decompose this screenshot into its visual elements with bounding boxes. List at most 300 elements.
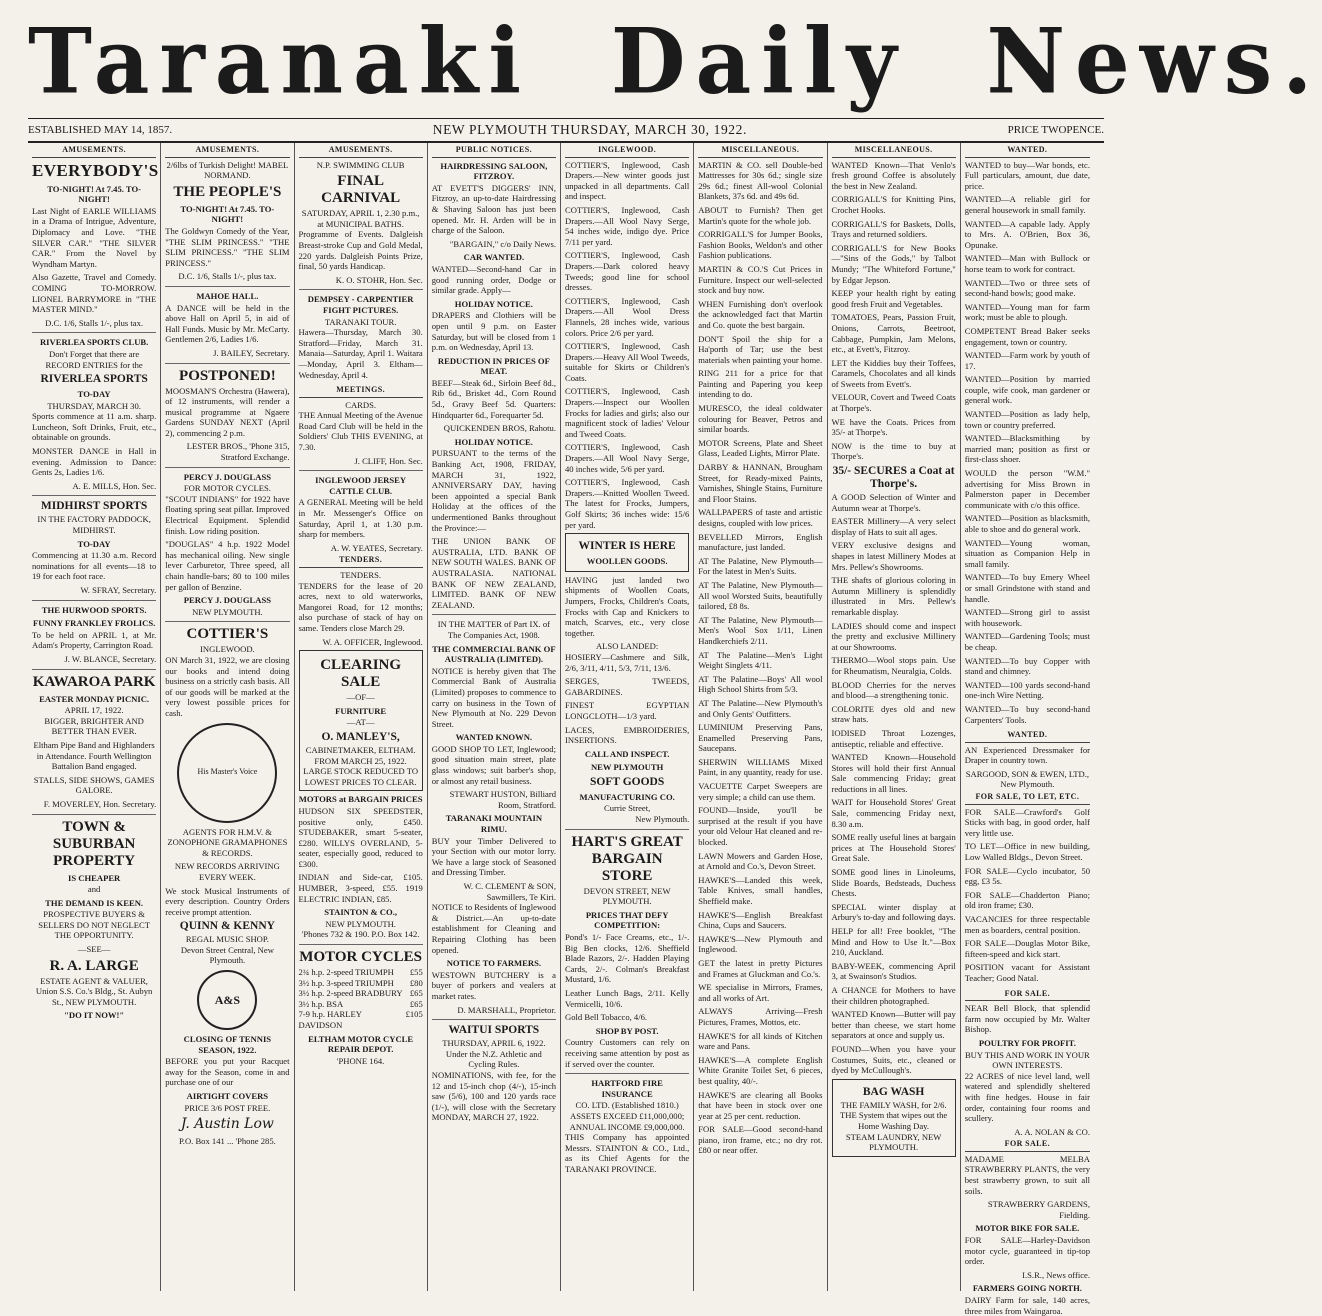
subhead: PERCY J. DOUGLASS	[183, 471, 272, 482]
ad-text: Under the N.Z. Athletic and Cycling Rules.	[445, 1048, 542, 1070]
masthead	[28, 6, 1322, 119]
divider	[165, 363, 289, 364]
signature-text: "BARGAIN," c/o Daily News.	[449, 238, 556, 249]
bag-wash-ad	[832, 1079, 956, 1157]
ad-text: FOR SALE—Cyclo incubator, 50 egg, £3 5s.	[964, 865, 1090, 887]
ad-text: Union S.S. Co.'s Bldg., St. Aubyn St., NEW PLYMOUTH.	[35, 986, 153, 1007]
ad-text: WANTED—100 yards second-hand one-inch Wire Netting.	[964, 679, 1090, 701]
winter-ad	[565, 533, 689, 572]
ad-text: The Goldwyn Comedy of the Year, "THE SLIM PRINCESS." "THE SLIM PRINCESS." "THE SLIM PRINCESS."	[165, 225, 290, 268]
ad-text: FOR SALE—Chadderton Piano; old iron frame; £30.	[964, 889, 1090, 911]
ad-text: 'Phones 732 & 190. P.O. Box 142.	[301, 929, 420, 940]
ad-text: "SCOUT INDIANS" for 1922 have floating spring seat pillar. Improved Electrical Equipment. Splendid finish. Low riding position.	[165, 493, 290, 536]
ad-text: ON March 31, 1922, we are closing our books and intend doing business on a strictly cash basis. All of our goods will be marked at the very lowest possible prices for cash.	[165, 654, 290, 718]
ad-text: Pond's 1/- Face Creams, etc., 1/-. Big Ben clocks, 12/6. Sheffield Blade Razors, 2/-. Hadden Playing Cards, 2/-. Colman's Breakfast Mustard, 1/6.	[565, 932, 690, 985]
list-item: 3½ h.p. 3-speed TRIUMPH £80	[298, 977, 423, 988]
divider	[432, 614, 556, 615]
ad-text: BUY your Timber Delivered to your Section with our motor lorry. We have a large stock of Seasoned and Dressing Timber.	[431, 835, 556, 878]
signature-text: W. SFRAY, Secretary.	[80, 585, 157, 595]
ad-text: HAWKE'S—A complete English White Granite Toilet Set, 6 pieces, best quality, 40/-.	[698, 1054, 823, 1086]
divider	[165, 467, 289, 468]
divider	[165, 621, 289, 622]
ad-text: POSITION vacant for Assistant Teacher; Good Natal.	[964, 962, 1090, 983]
ad-text: WANTED—Young woman, situation as Companion Help in small family.	[964, 537, 1090, 569]
ad-text: —SEE—	[77, 944, 111, 955]
ad-text: THE FAMILY WASH, for 2/6.	[840, 1099, 947, 1110]
section-heading: FOR SALE, TO LET, ETC.	[965, 790, 1090, 805]
ad-text: COTTIER'S, Inglewood, Cash Drapers.—Heavy All Wool Tweeds, suitable for Skirts or Children's Coats.	[565, 341, 690, 383]
subhead: TO-NIGHT! At 7.45. TO-NIGHT!	[47, 183, 142, 205]
ad-text: FROM MARCH 25, 1922.	[314, 755, 407, 766]
ad-text: CABINETMAKER, ELTHAM.	[305, 744, 416, 755]
divider	[32, 495, 156, 496]
subhead: CALL AND INSPECT.	[584, 748, 670, 759]
subhead: NEW PLYMOUTH	[590, 762, 664, 773]
signature-text: LESTER BROS., 'Phone 315, Stratford Exchange.	[186, 441, 290, 463]
ad-text: FOR SALE—Harley-Davidson motor cycle, guaranteed in tip-top order.	[964, 1235, 1090, 1267]
ad-text: AT The Palatine—Boys' All wool High School Shirts from 5/3.	[698, 673, 823, 695]
subhead: WANTED KNOWN.	[455, 732, 533, 743]
ad-text: D.C. 1/6, Stalls 1/-, plus tax.	[45, 317, 144, 328]
subhead: FURNITURE	[335, 705, 387, 716]
subhead: POULTRY FOR PROFIT.	[978, 1037, 1076, 1048]
ad-text: FOUND—When you have your Costumes, Suits, etc., cleaned or dyed by McCullough's.	[831, 1043, 956, 1076]
headline: POSTPONED!	[179, 367, 276, 384]
ad-text: Hawera—Thursday, March 30. Stratford—Friday, March 31. Manaia—Saturday, April 1. Waitara—Monday, April 3. Eltham—Wednesday, April 4.	[298, 327, 423, 380]
subhead: THE HURWOOD SPORTS.	[41, 604, 147, 615]
ad-text: WANTED to buy—War bonds, etc. Full particulars, amount, due date, price.	[964, 159, 1090, 191]
ad-text: DAIRY Farm for sale, 140 acres, three miles from Waingaroa.	[964, 1295, 1090, 1316]
ad-text: THURSDAY, APRIL 6, 1922.	[442, 1038, 546, 1049]
subhead: MOTORS at BARGAIN PRICES	[298, 794, 423, 805]
subhead: HARTFORD FIRE INSURANCE	[591, 1078, 663, 1099]
headline: O. MANLEY'S,	[321, 730, 400, 743]
ad-text: KEEP your health right by eating good fresh Fruit and Vegetables.	[831, 288, 956, 309]
subhead: SHOP BY POST.	[595, 1025, 659, 1036]
ad-text: CORRIGALL'S for New Books—"Sins of the Gods," by Talbot Mundy; "The Whiteford Fortune," by Edgar Jepson.	[831, 242, 956, 285]
subhead: TO-DAY	[77, 538, 111, 549]
column-5	[561, 143, 694, 1291]
signature-text: D. MARSHALL, Proprietor.	[457, 1004, 556, 1015]
subhead: WOOLLEN GOODS.	[586, 556, 668, 567]
ad-text: NOW is the time to buy at Thorpe's.	[831, 440, 956, 462]
ad-text: FOR MOTOR CYCLES.	[183, 483, 271, 494]
list-item: 3½ h.p. 2-speed BRADBURY £65	[298, 988, 423, 999]
ad-text: ALWAYS Arriving—Fresh Pictures, Frames, Mottos, etc.	[698, 1006, 823, 1027]
column-7	[828, 143, 961, 1291]
subhead: REDUCTION IN PRICES OF MEAT.	[437, 355, 550, 377]
subhead: TO-NIGHT! At 7.45. TO-NIGHT!	[180, 203, 275, 225]
ad-text: THURSDAY, MARCH 30.	[47, 400, 141, 411]
ad-text: MURESCO, the ideal coldwater colouring for Beaver, Petros and similar boards.	[698, 403, 823, 435]
ad-text: HELP for all! Free booklet, "The Mind and How to Use It."—Box 210, Auckland.	[831, 926, 956, 958]
subhead: MAHOE HALL.	[196, 290, 259, 301]
ad-text: Leather Lunch Bags, 2/11. Kelly Vermicelli, 10/6.	[565, 988, 690, 1009]
headline: CLEARING SALE	[320, 657, 402, 691]
ad-text: TO LET—Office in new building, Low Walled Bldgs., Devon Street.	[964, 841, 1090, 863]
ad-text: IN THE FACTORY PADDOCK, MIDHIRST.	[37, 514, 151, 536]
ad-text: AT The Palatine, New Plymouth—For the latest in Men's Suits.	[698, 555, 823, 577]
ad-text: WANTED—To buy Copper with stand and chimney.	[964, 655, 1090, 677]
column-heading: MISCELLANEOUS.	[832, 143, 956, 158]
headline: MIDHIRST SPORTS	[40, 500, 148, 513]
ad-text: CORRIGALL'S for Knitting Pins, Crochet Hooks.	[831, 194, 956, 215]
signature-text: K. O. STOHR, Hon. Sec.	[335, 274, 423, 285]
signature-text: J. W. BLANCE, Secretary.	[64, 653, 157, 664]
headline: 35/- SECURES a Coat at Thorpe's.	[832, 465, 955, 491]
ad-text: HAVING just landed two shipments of Woollen Coats, Jumpers, Frocks, Children's Coats, Frocks with Cap and Knickers to match, Scarves, etc., very close together.	[565, 574, 690, 638]
ad-text: COTTIER'S, Inglewood, Cash Drapers.—Inspect our Woollen Frocks for ladies and girls; also our magnificent stock of ladies' Velour and Tweed Coats.	[565, 386, 690, 439]
ad-text: —AT—	[346, 717, 375, 728]
signature-text: STEWART HUSTON, Billiard Room, Stratford.	[449, 789, 556, 810]
ad-text: WANTED—Position by married couple, wife cook, man gardener or general work.	[964, 374, 1090, 406]
ad-text: VACANCIES for three respectable men as boarders, central position.	[964, 914, 1090, 935]
ad-text: GET the latest in pretty Pictures and Frames at Gluckman and Co.'s.	[698, 957, 823, 979]
ad-text: WANTED—Strong girl to assist with housework.	[964, 607, 1090, 628]
ad-text: 2/6lbs of Turkish Delight! MABEL NORMAND.	[166, 159, 289, 181]
ad-text: VACUETTE Carpet Sweepers are very simple; a child can use them.	[698, 781, 823, 802]
section-heading: FOR SALE.	[965, 1137, 1090, 1152]
ad-text: WANTED—Position as blacksmith, able to shoe and do general work.	[964, 513, 1090, 534]
signature-text: J. BAILEY, Secretary.	[213, 347, 290, 358]
ad-text: GOOD SHOP TO LET, Inglewood; good situation main street, plate glass windows; suit barber's shop, or almost any retail business.	[431, 743, 556, 786]
subhead: STAINTON & CO.,	[324, 907, 397, 918]
subhead: RIVERLEA SPORTS CLUB.	[39, 337, 149, 348]
ad-text: CARDS.	[345, 399, 377, 410]
ad-text: MOTOR Screens, Plate and Sheet Glass, Leaded Lights, Mirror Plate.	[698, 437, 823, 459]
ad-text: EASTER Millinery—A very select display of Hats to suit all ages.	[831, 516, 956, 537]
subhead: TARANAKI MOUNTAIN RIMU.	[445, 813, 543, 835]
ad-text: Eltham Pipe Band and Highlanders in Attendance. Fourth Wellington Battalion Band engaged.	[33, 739, 155, 772]
ad-text: A GENERAL Meeting will be held in Mr. Messenger's Office on Saturday, April 1, at 1.30 p.m. sharp for members.	[298, 497, 423, 540]
column-heading: AMUSEMENTS.	[165, 143, 289, 158]
ad-text: A DANCE will be held in the above Hall on April 5, in aid of Hall Funds. Music by Mr. McCarty. Gentlemen 2/6, Ladies 1/6.	[165, 302, 290, 345]
ad-text: COTTIER'S, Inglewood, Cash Drapers.—Dark colored heavy Tweeds; good line for school dresses.	[565, 250, 690, 293]
ad-text: STALLS, SIDE SHOWS, GAMES GALORE.	[33, 774, 155, 796]
subhead: HOLIDAY NOTICE.	[454, 298, 533, 309]
ad-text: WANTED—Second-hand Car in good running order, Dodge or similar grade. Apply—	[431, 263, 556, 296]
signature-text: W. A. OFFICER, Inglewood.	[322, 636, 423, 647]
ad-text: Programme of Events. Dalgleish Breast-stroke Cup and Gold Medal, 220 yards. Dalgleish Points Prize, final, 50 yards Handicap.	[298, 229, 423, 272]
ad-text: Sports commence at 11 a.m. sharp. Luncheon, Soft Drinks, Fruit, etc., obtainable on grounds.	[32, 411, 157, 443]
subhead: AIRTIGHT COVERS	[186, 1091, 269, 1102]
ad-text: DRAPERS and Clothiers will be open until 9 p.m. on Easter Saturday, but will be closed from 1 p.m. on Wednesday, April 13.	[431, 310, 556, 353]
ad-text: NOTICE to Residents of Inglewood & District.—An up-to-date establishment for Cleaning and Repairing Clothing has been opened.	[431, 902, 556, 955]
ad-text: HAWKE'S for all kinds of Kitchen ware and Pans.	[698, 1030, 823, 1052]
column-3	[295, 143, 428, 1291]
signature-text: STRAWBERRY GARDENS, Fielding.	[987, 1199, 1090, 1220]
section-heading: WANTED.	[965, 728, 1090, 743]
ad-text: SOME good lines in Linoleums, Slide Boards, Bedsteads, Duchess Chests.	[831, 867, 956, 899]
signature-text: A. W. YEATES, Secretary.	[330, 542, 423, 553]
ad-text: ASSETS EXCEED £11,000,000; ANNUAL INCOME £9,000,000.	[569, 1110, 685, 1132]
handwritten-signature: J. Austin Low	[180, 1116, 274, 1133]
ad-text: STEAM LAUNDRY, NEW PLYMOUTH.	[845, 1131, 942, 1153]
ad-text: and	[87, 884, 101, 895]
column-heading: PUBLIC NOTICES.	[432, 143, 556, 158]
ad-text: COTTIER'S, Inglewood, Cash Drapers.—New winter goods just unpacked in all departments. Call and inspect.	[565, 159, 690, 202]
ad-text: TOMATOES, Pears, Passion Fruit, Onions, Carrots, Beetroot, Cabbage, Pumpkin, Jam Melons, etc., at Evett's, Fitzroy.	[831, 312, 956, 355]
ad-text: HUDSON SIX SPEEDSTER, positive only, £450. STUDEBAKER, smart 5-seater, £280. WILLYS OVERLAND, 5-seater, especially good, reduced to £300.	[298, 805, 423, 869]
ad-text: HAWKE'S—New Plymouth and Inglewood.	[698, 933, 823, 955]
ad-text: DEVON STREET, NEW PLYMOUTH.	[583, 885, 671, 907]
headline: R. A. LARGE	[49, 957, 139, 974]
dateline-text: NEW PLYMOUTH THURSDAY, MARCH 30, 1922.	[432, 122, 747, 137]
ad-text: "DOUGLAS" 4 h.p. 1922 Model has mechanical oiling. New single lever Carburetor, Three speed, all chain handle-bars; 80 to 100 miles per gallon of Benzine.	[165, 539, 290, 592]
ad-text: THE UNION BANK OF AUSTRALIA, LTD. BANK OF NEW SOUTH WALES. BANK OF AUSTRALASIA. NATIONAL BANK OF NEW ZEALAND, LIMITED. BANK OF NEW ZEALAND.	[431, 536, 556, 610]
ad-text: WANTED—Man with Bullock or horse team to work for contract.	[964, 253, 1090, 274]
ad-text: Last Night of EARLE WILLIAMS in a Drama of Intrigue, Adventure, Diplomacy and Love. "THE SILVER CAR." "THE SILVER CAR." From the Novel by Wyndham Martyn.	[32, 205, 157, 269]
ad-text: WANTED—A reliable girl for general housework in small family.	[964, 194, 1090, 215]
headline: FINAL CARNIVAL	[321, 173, 401, 207]
signature-text: A. A. NOLAN & CO.	[1014, 1126, 1090, 1137]
column-heading: MISCELLANEOUS.	[698, 143, 822, 158]
ad-text: INGLEWOOD.	[200, 644, 255, 655]
ad-text: PROSPECTIVE BUYERS & SELLERS DO NOT NEGLECT THE OPPORTUNITY.	[38, 909, 151, 941]
ad-text: ABOUT to Furnish? Then get Martin's quote for the whole job.	[698, 204, 823, 226]
ad-text: A CHANCE for Mothers to have their children photographed.	[831, 984, 956, 1006]
column-6	[694, 143, 827, 1291]
ad-text: WANTED—Farm work by youth of 17.	[964, 350, 1090, 371]
section-heading: MEETINGS.	[299, 383, 423, 398]
ad-text: HAWKE'S are clearing all Books that have been in stock over one year at 25 per cent. reduction.	[698, 1089, 823, 1121]
ad-text: WHEN Furnishing don't overlook the acknowledged fact that Martin and Co. quote the best bargain.	[698, 298, 823, 330]
ad-text: LADIES should come and inspect the pretty and exclusive Millinery at our Showrooms.	[831, 620, 956, 652]
subhead: CLOSING OF TENNIS SEASON, 1922.	[183, 1034, 272, 1055]
ad-text: New Plymouth.	[635, 814, 690, 825]
ad-text: AT The Palatine, New Plymouth—Men's Wool Sox 1/11, Linen Handkerchiefs 2/11.	[698, 614, 823, 646]
subhead: THE COMMERCIAL BANK OF AUSTRALIA (LIMITED).	[432, 643, 556, 665]
ad-text: WANTED—Gardening Tools; must be cheap.	[964, 631, 1090, 652]
headline: HART'S GREAT BARGAIN STORE	[571, 833, 683, 884]
ad-text: NOTICE is hereby given that The Commercial Bank of Australia (Limited) proposes to commence to carry on business in the Town of New Plymouth at No. 229 Devon Street.	[431, 665, 556, 729]
ad-text: LARGE STOCK REDUCED TO LOWEST PRICES TO CLEAR.	[303, 766, 419, 787]
ad-text: SATURDAY, APRIL 1, 2.30 p.m., at MUNICIPAL BATHS.	[301, 208, 420, 229]
headline: WINTER IS HERE	[578, 540, 676, 553]
ad-text: PURSUANT to the terms of the Banking Act, 1908, FRIDAY, MARCH 31, 1922, ANNIVERSARY DAY, having been appointed a special Bank Holiday at the offices of the undermentioned Banks throughout the Province:—	[431, 448, 556, 533]
ad-text: AT The Palatine, New Plymouth—All wool Worsted Suits, beautifully tailored, £8 8s.	[698, 579, 823, 612]
ad-text: FINEST EGYPTIAN LONGCLOTH—1/3 yard.	[565, 700, 690, 721]
ad-text: BEEF—Steak 6d., Sirloin Beef 8d., Rib 6d., Brisket 4d., Corn Round 5d., Gravy Beef 5d. Quarters: Hindquarter 6d., Forequarter 5d.	[431, 377, 556, 420]
ad-text: 'PHONE 164.	[336, 1055, 385, 1066]
ad-text: WE have the Coats. Prices from 35/- at Thorpe's.	[831, 416, 956, 438]
column-4	[428, 143, 561, 1291]
subhead: PRICES THAT DEFY COMPETITION:	[585, 909, 669, 931]
divider	[32, 669, 156, 670]
ad-text: HAWKE'S—Landed this week, Table Knives, small handles, Sheffield make.	[698, 874, 823, 906]
ad-text: AT The Palatine—New Plymouth's and Only Gents' Outfitters.	[698, 697, 823, 719]
ad-text: WE specialise in Mirrors, Frames, and all works of Art.	[698, 982, 823, 1003]
divider	[299, 944, 423, 945]
ad-text: BUY THIS AND WORK IN YOUR OWN INTERESTS.	[964, 1049, 1090, 1071]
ad-text: WANTED—Two or three sets of second-hand bowls; good make.	[964, 277, 1090, 299]
divider	[165, 286, 289, 287]
ad-text: Devon Street Central, New Plymouth.	[180, 944, 274, 966]
subhead: FARMERS GOING NORTH.	[972, 1283, 1082, 1294]
divider	[32, 600, 156, 601]
tennis-racquet-logo-icon: A&S	[197, 970, 257, 1030]
ad-text: FOR SALE—Douglas Motor Bike, fifteen-speed and kick start.	[964, 938, 1090, 959]
divider	[432, 1019, 556, 1020]
ad-text: MOOSMAN'S Orchestra (Hawera), of 12 instruments, will render a musical programme at Ngaere Gardens SUNDAY NEXT (April 2), commencing 2 p.m.	[165, 385, 290, 438]
column-heading: WANTED.	[965, 143, 1090, 158]
ad-text: WAIT for Household Stores' Great Sale, commencing Friday next, 8.30 a.m.	[831, 797, 956, 829]
ad-text: Country Customers can rely on receiving same attention by post as if served over the counter.	[565, 1037, 690, 1069]
ad-text: WALLPAPERS of taste and artistic designs, coupled with low prices.	[698, 507, 823, 528]
column-heading: AMUSEMENTS.	[299, 143, 423, 158]
ad-text: NEW RECORDS ARRIVING EVERY WEEK.	[174, 861, 280, 882]
headline: QUINN & KENNY	[179, 920, 275, 933]
ad-text: THE Annual Meeting of the Avenue Road Card Club will be held in the Soldiers' Club THIS EVENING, at 7.30.	[298, 410, 423, 453]
price-text: PRICE TWOPENCE.	[1007, 124, 1104, 136]
ad-text: RING 211 for a price for that Painting and Papering you keep intending to do.	[698, 368, 823, 400]
ad-text: Gold Bell Tobacco, 4/6.	[565, 1012, 648, 1023]
subhead: ELTHAM MOTOR CYCLE REPAIR DEPOT.	[308, 1033, 414, 1055]
ad-text: BEFORE you put your Racquet away for the Season, come in and purchase one of our	[165, 1056, 290, 1088]
ad-text: NOMINATIONS, with fee, for the 12 and 15-inch chop (4/-), 15-inch saw (5/6), 100 and 120 yards race (1/-), will close with the Secretary MONDAY, MARCH 27, 1922.	[431, 1069, 556, 1123]
ad-text: FOR SALE—Good second-hand piano, iron frame, etc.; no dry rot. £80 or near offer.	[698, 1124, 823, 1156]
ad-text: MADAME MELBA STRAWBERRY PLANTS, the very best strawberry grown, to suit all soils.	[964, 1153, 1090, 1196]
subhead: CAR WANTED.	[463, 252, 525, 263]
column-2	[161, 143, 294, 1291]
subhead: EASTER MONDAY PICNIC.	[39, 693, 150, 704]
ad-text: WANTED—Position as lady help, town or country preferred.	[964, 409, 1090, 430]
ad-text: LET the Kiddies buy their Toffees, Caramels, Chocolates and all kinds of Sweets from Evett's.	[831, 357, 956, 389]
ad-text: SPECIAL winter display at Arbury's to-day and following days.	[831, 901, 956, 923]
ad-text: WANTED—To buy Emery Wheel or small Grindstone with stand and handle.	[964, 572, 1090, 604]
ad-text: CORRIGALL'S for Jumper Books, Fashion Books, Weldon's and other Fashion publications.	[698, 229, 823, 261]
subhead: "DO IT NOW!"	[64, 1010, 125, 1021]
subhead: HAIRDRESSING SALOON, FITZROY.	[440, 160, 548, 182]
ad-text: COTTIER'S, Inglewood, Cash Drapers.—All Wool Dress Flannels, 28 inches wide, various colors. Price 2/6 per yard.	[565, 295, 690, 338]
ad-text: THE System that wipes out the Home Washing Day.	[840, 1110, 948, 1131]
divider	[299, 289, 423, 290]
ad-text: SOME really useful lines at bargain prices at The Household Stores' Great Sale.	[831, 832, 956, 864]
dateline-bar	[28, 119, 1104, 143]
subhead: MANUFACTURING CO.	[579, 791, 675, 802]
ad-text: COTTIER'S, Inglewood, Cash Drapers.—Knitted Woollen Tweed. The latest for Frocks, Jumpers, Golf Skirts; 36 inches wide: 15/6 per yard.	[565, 477, 690, 530]
ad-text: WANTED—A capable lady. Apply to Mrs. A. O'Brien, Box 36, Opunake.	[964, 218, 1090, 250]
ad-text: ESTATE AGENT & VALUER,	[40, 975, 148, 986]
ad-text: WANTED Known—That Venlo's fresh ground Coffee is absolutely the best in New Zealand.	[831, 159, 956, 191]
clearing-sale-ad	[299, 650, 423, 791]
ad-text: HAWKE'S—English Breakfast China, Cups and Saucers.	[698, 909, 823, 931]
headline: TOWN & SUBURBAN PROPERTY	[52, 818, 136, 869]
ad-text: SHERWIN WILLIAMS Mixed Paint, in any quantity, ready for use.	[698, 756, 823, 778]
headline: THE PEOPLE'S	[173, 183, 282, 200]
ad-text: VERY exclusive designs and shapes in latest Millinery Modes at Mrs. Pellew's Showrooms.	[831, 540, 956, 572]
ad-text: WESTOWN BUTCHERY is a buyer of porkers and vealers at market rates.	[431, 969, 556, 1001]
signature-text: QUICKENDEN BROS, Rahotu.	[443, 423, 556, 434]
list-item: 3½ h.p. BSA £65	[298, 998, 423, 1009]
ad-text: BIGGER, BRIGHTER AND BETTER THAN EVER.	[44, 715, 144, 737]
ad-text: THE shafts of glorious coloring in Autumn Millinery is splendidly illustrated in Mrs. Pellew's remarkable display.	[831, 575, 956, 617]
column-heading: INGLEWOOD.	[565, 143, 689, 158]
ad-text: COTTIER'S, Inglewood, Cash Drapers.—All Wool Navy Serge, 54 inches wide, indigo dye. Price 7/11 per yard.	[565, 204, 690, 247]
ad-text: VELOUR, Covert and Tweed Coats at Thorpe's.	[831, 392, 956, 414]
divider	[565, 829, 689, 830]
ad-text: AGENTS FOR H.M.V. & ZONOPHONE GRAMAPHONES & RECORDS.	[167, 826, 288, 858]
headline: MOTOR CYCLES	[299, 949, 422, 966]
ad-text: P.O. Box 141 ... 'Phone 285.	[178, 1135, 276, 1146]
column-1	[28, 143, 161, 1291]
signature-text: W. C. CLEMENT & SON, Sawmillers, Te Kiri.	[463, 881, 556, 902]
ad-text: APRIL 17, 1922.	[64, 705, 124, 716]
ad-text: COMPETENT Bread Baker seeks engagement, town or country.	[964, 325, 1090, 347]
ad-text: TENDERS for the lease of 20 acres, next to old waterworks, Mangorei Road, for 12 months; also purchase of stack of hay on same. Tenders close March 29.	[298, 580, 423, 633]
ad-text: SARGOOD, SON & EWEN, LTD., New Plymouth.	[965, 768, 1090, 790]
ad-text: BABY-WEEK, commencing April 3, at Swainson's Studios.	[831, 960, 956, 982]
ad-text: AT EVETT'S DIGGERS' INN, Fitzroy, an up-to-date Hairdressing & Shaving Saloon has just been opened. Mr. H. Arden will be in charge of the Saloon.	[431, 182, 556, 236]
established-text: ESTABLISHED MAY 14, 1857.	[28, 124, 173, 136]
list-item: 2¾ h.p. 2-speed TRIUMPH £55	[298, 967, 423, 978]
subhead: IS CHEAPER	[67, 872, 121, 883]
ad-text: DON'T Spoil the ship for a Ha'porth of Tar; use the best materials when painting your home.	[698, 333, 823, 365]
gramophone-logo-icon: His Master's Voice	[177, 723, 277, 823]
ad-text: AN Experienced Dressmaker for Draper in country town.	[964, 744, 1090, 766]
subhead: FUNNY FRANKLEY FROLICS.	[32, 618, 156, 629]
subhead: INGLEWOOD JERSEY CATTLE CLUB.	[315, 475, 407, 496]
ad-text: TARANAKI TOUR.	[324, 316, 397, 327]
ad-text: COLORITE dyes old and new straw hats.	[831, 703, 956, 725]
divider	[32, 332, 156, 333]
headline: WAITUI SPORTS	[448, 1024, 540, 1037]
ad-text: REGAL MUSIC SHOP.	[185, 934, 269, 945]
ad-text: INDIAN and Side-car, £105. HUMBER, 3-speed, £55. 1919 ELECTRIC INDIAN, £85.	[298, 872, 423, 904]
ad-text: Don't Forget that there are RECORD ENTRIES for the	[45, 348, 143, 370]
ad-text: IODISED Throat Lozenges, antiseptic, reliable and effective.	[831, 727, 956, 749]
ad-text: MARTIN & CO. sell Double-bed Mattresses for 30s 6d.; single size 29s 6d.; finest All-wool Colonial Blankets, 37s 6d. and 49s 6d.	[698, 159, 823, 202]
signature-text: A. E. MILLS, Hon. Sec.	[72, 480, 157, 491]
signature-text: J. CLIFF, Hon. Sec.	[354, 455, 423, 466]
ad-text: NEW PLYMOUTH.	[325, 918, 396, 929]
ad-text: We stock Musical Instruments of every description. Country Orders receive prompt attention.	[165, 885, 290, 917]
column-8	[961, 143, 1094, 1316]
ad-text: Commencing at 11.30 a.m. Record nominations for all events—18 to 19 for each foot race.	[32, 550, 157, 582]
ad-text: THERMO—Wool stops pain. Use for Rheumatism, Neuralgia, Colds.	[831, 655, 956, 676]
subhead: DEMPSEY - CARPENTIER FIGHT PICTURES.	[307, 294, 414, 315]
ad-text: THIS Company has appointed Messrs. STAINTON & CO., Ltd., as its Chief Agents for the TARANAKI PROVINCE.	[565, 1132, 690, 1174]
ad-text: To be held on APRIL 1, at Mr. Adam's Property, Carrington Road.	[32, 629, 157, 651]
ad-text: IN THE MATTER of Part IX. of The Companies Act, 1908.	[437, 619, 550, 640]
ad-text: LACES, EMBROIDERIES, INSERTIONS.	[565, 724, 690, 746]
subhead: HOLIDAY NOTICE.	[454, 436, 533, 447]
subhead: MOTOR BIKE FOR SALE.	[975, 1223, 1080, 1234]
divider	[565, 1073, 689, 1074]
ad-text: WANTED Known—Household Stores will hold their first Annual Sale commencing Friday; great reductions in all lines.	[831, 752, 956, 794]
subhead: NOTICE TO FARMERS.	[446, 958, 542, 969]
headline: BAG WASH	[862, 1085, 925, 1098]
ad-text: A GOOD Selection of Winter and Autumn wear at Thorpe's.	[831, 492, 956, 513]
subhead: PERCY J. DOUGLASS	[183, 595, 272, 606]
ad-text: WANTED—Blacksmithing by married man; position as first or first-class shoer.	[964, 433, 1090, 465]
ad-text: WANTED—To buy second-hand Carpenters' Tools.	[964, 703, 1090, 725]
section-heading: TENDERS.	[299, 553, 423, 568]
ad-text: WANTED—Young man for farm work; must be able to plough.	[964, 301, 1090, 323]
ad-text: FOUND—Inside, you'll be surprised at the result if you have your old Velour Hat cleaned and re-blocked.	[698, 805, 823, 848]
ad-text: ALSO LANDED:	[595, 641, 659, 652]
ad-text: FOR SALE—Crawford's Golf Sticks with bag, in good order, half very little use.	[964, 806, 1090, 838]
masthead-title: Taranaki Daily News.	[28, 8, 1322, 115]
ad-text: LUMINIUM Preserving Pans, Enamelled Preserving Pans, Saucepans.	[698, 722, 823, 754]
signature-text: F. MOVERLEY, Hon. Secretary.	[43, 798, 157, 809]
ad-text: CO. LTD. (Established 1810.)	[575, 1100, 679, 1111]
headline: EVERYBODY'S	[32, 160, 159, 180]
ad-text: AT The Palatine—Men's Light Weight Singlets 4/11.	[698, 649, 823, 671]
ad-text: Also Gazette, Travel and Comedy. COMING TO-MORROW. LIONEL BARRYMORE in "THE MASTER MIND."	[32, 272, 157, 315]
subhead: TO-DAY	[77, 389, 111, 400]
ad-text: SERGES, TWEEDS, GABARDINES.	[565, 676, 690, 697]
